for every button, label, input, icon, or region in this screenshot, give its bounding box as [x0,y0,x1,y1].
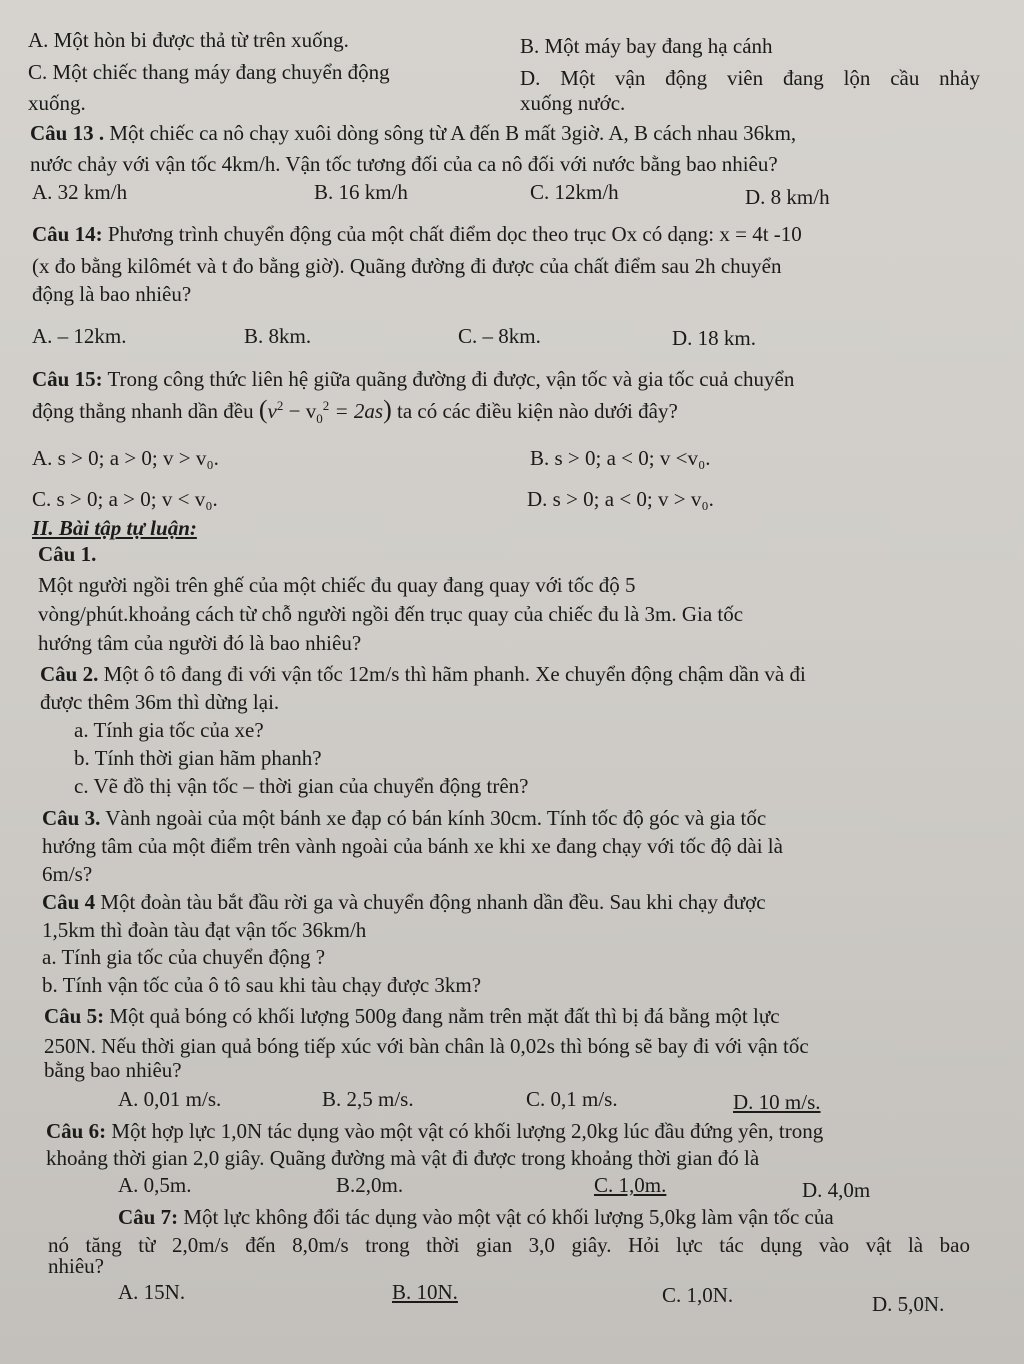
c2-item-b: b. Tính thời gian hãm phanh? [74,746,322,770]
q14-label: Câu 14: [32,222,103,246]
q15-option-c: C. s > 0; a > 0; v < v₀. [32,487,218,511]
c5-label: Câu 5: [44,1004,105,1028]
q15-option-d: D. s > 0; a < 0; v > v₀. [527,487,714,511]
c6-option-d: D. 4,0m [802,1178,871,1202]
q13-option-a: A. 32 km/h [32,180,128,204]
q15-option-a: A. s > 0; a > 0; v > v₀. [32,446,219,470]
c7-option-c: C. 1,0N. [662,1283,734,1307]
top-option-c: C. Một chiếc thang máy đang chuyển động [28,60,390,84]
c2-line1: Câu 2. Một ô tô đang đi với vận tốc 12m/s thì hãm phanh. Xe chuyển động chậm dần và đi [40,662,806,686]
c1-line2: vòng/phút.khoảng cách từ chỗ người ngồi đến trục quay của chiếc đu là 3m. Gia tốc [38,602,744,626]
c6-option-a: A. 0,5m. [118,1173,192,1197]
c1-label: Câu 1. [38,542,97,566]
top-option-c-cont: xuống. [28,91,86,115]
q14-option-a: A. – 12km. [32,324,127,348]
c4-line2: 1,5km thì đoàn tàu đạt vận tốc 36km/h [42,918,367,942]
q13-option-b: B. 16 km/h [314,180,408,204]
c6-label: Câu 6: [46,1119,107,1143]
c1-line3: hướng tâm của người đó là bao nhiêu? [38,631,362,655]
section-2-title: II. Bài tập tự luận: [32,516,197,540]
q13-line1: Câu 13 . Một chiếc ca nô chạy xuôi dòng sông từ A đến B mất 3giờ. A, B cách nhau 36km, [30,121,797,145]
c6-line2: khoảng thời gian 2,0 giây. Quãng đường mà vật đi được trong khoảng thời gian đó là [46,1146,760,1170]
c6-line1: Câu 6: Một hợp lực 1,0N tác dụng vào một vật có khối lượng 2,0kg lúc đầu đứng yên, trong [46,1119,824,1143]
q13-label: Câu 13 . [30,121,105,145]
c2-label: Câu 2. [40,662,99,686]
q15-line1: Câu 15: Trong công thức liên hệ giữa quãng đường đi được, vận tốc và gia tốc cuả chuyển [32,367,795,391]
c5-line2: 250N. Nếu thời gian quả bóng tiếp xúc với bàn chân là 0,02s thì bóng sẽ bay đi với vận tốc [44,1034,809,1058]
c3-line2: hướng tâm của một điểm trên vành ngoài của bánh xe khi xe đang chạy với tốc độ dài là [42,834,783,858]
c7-line3: nhiêu? [48,1254,104,1278]
q14-option-b: B. 8km. [244,324,312,348]
c4-item-b: b. Tính vận tốc của ô tô sau khi tàu chạy được 3km? [42,973,482,997]
c5-option-c: C. 0,1 m/s. [526,1087,618,1111]
c5-option-d: D. 10 m/s. [733,1090,821,1114]
c7-option-d: D. 5,0N. [872,1292,945,1316]
c3-label: Câu 3. [42,806,101,830]
c7-line2: nó tăng từ 2,0m/s đến 8,0m/s trong thời gian 3,0 giây. Hỏi lực tác dụng vào vật là bao [48,1233,970,1257]
c5-option-a: A. 0,01 m/s. [118,1087,222,1111]
q15-line2: động thẳng nhanh dần đều $(v^2 - v_0^2 = 2as)$ ta có các điều kiện nào dưới đây? [32,395,678,427]
c6-option-b: B.2,0m. [336,1173,404,1197]
q14-line3: động là bao nhiêu? [32,282,192,306]
q15-formula: $(v^2 - v_0^2 = 2as)$ [258,395,392,427]
c3-line3: 6m/s? [42,862,93,886]
c5-line3: bằng bao nhiêu? [44,1058,182,1082]
c7-option-a: A. 15N. [118,1280,186,1304]
c5-line1: Câu 5: Một quả bóng có khối lượng 500g đang nằm trên mặt đất thì bị đá bằng một lực [44,1004,780,1028]
c1-line1: Một người ngồi trên ghế của một chiếc đu quay đang quay với tốc độ 5 [38,573,636,597]
q14-option-c: C. – 8km. [458,324,541,348]
c5-option-b: B. 2,5 m/s. [322,1087,414,1111]
c2-item-a: a. Tính gia tốc của xe? [74,718,264,742]
q13-option-c: C. 12km/h [530,180,619,204]
c7-label: Câu 7: [118,1205,179,1229]
q13-line2: nước chảy với vận tốc 4km/h. Vận tốc tương đối của ca nô đối với nước bằng bao nhiêu? [30,152,778,176]
top-option-d: D. Một vận động viên đang lộn cầu nhảy [520,66,980,90]
c4-item-a: a. Tính gia tốc của chuyển động ? [42,945,326,969]
q15-option-b: B. s > 0; a < 0; v <v₀. [530,446,711,470]
c4-label: Câu 4 [42,890,96,914]
c2-line2: được thêm 36m thì dừng lại. [40,690,280,714]
q13-option-d: D. 8 km/h [745,185,830,209]
q14-line1: Câu 14: Phương trình chuyển động của một chất điểm dọc theo trục Ox có dạng: x = 4t -10 [32,222,802,246]
q15-label: Câu 15: [32,367,103,391]
c7-option-b: B. 10N. [392,1280,458,1304]
q14-line2: (x đo bằng kilômét và t đo bằng giờ). Quãng đường đi được của chất điểm sau 2h chuyển [32,254,782,278]
c2-item-c: c. Vẽ đồ thị vận tốc – thời gian của chuyển động trên? [74,774,529,798]
c6-option-c: C. 1,0m. [594,1173,667,1197]
top-option-a: A. Một hòn bi được thả từ trên xuống. [28,28,349,52]
c3-line1: Câu 3. Vành ngoài của một bánh xe đạp có bán kính 30cm. Tính tốc độ góc và gia tốc [42,806,767,830]
c7-line1: Câu 7: Một lực không đổi tác dụng vào một vật có khối lượng 5,0kg làm vận tốc của [118,1205,834,1229]
q14-option-d: D. 18 km. [672,326,756,350]
top-option-d-cont: xuống nước. [520,91,626,115]
top-option-b: B. Một máy bay đang hạ cánh [520,34,773,58]
c4-line1: Câu 4 Một đoàn tàu bắt đầu rời ga và chuyển động nhanh dần đều. Sau khi chạy được [42,890,766,914]
